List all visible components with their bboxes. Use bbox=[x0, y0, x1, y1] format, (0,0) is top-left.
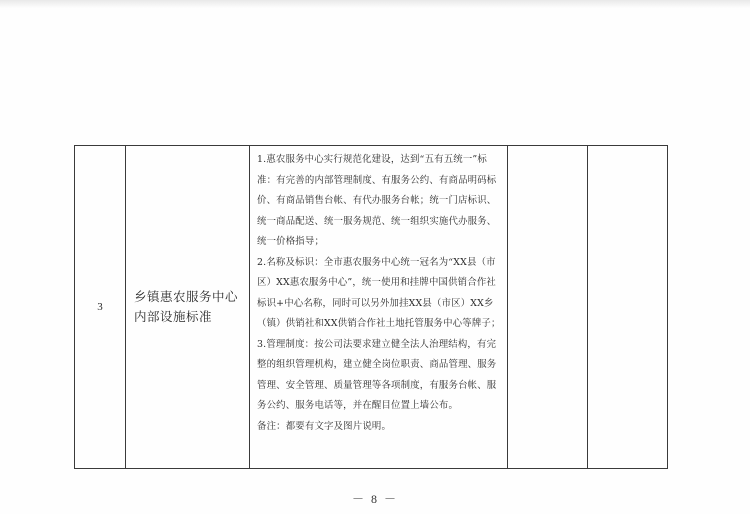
item-name: 乡镇惠农服务中心内部设施标准 bbox=[134, 289, 239, 324]
empty-cell-4 bbox=[508, 146, 588, 469]
row-number: 3 bbox=[97, 301, 103, 313]
content-note: 备注：都要有文字及图片说明。 bbox=[257, 420, 392, 432]
standards-table bbox=[74, 145, 668, 469]
content-paragraph-1: 1.惠农服务中心实行规范化建设，达到“五有五统一”标准：有完善的内部管理制度、有服务公约、有商品明码标价、有商品销售台帐、有代办服务台帐；统一门店标识、统一商品配送、统一服务规范、统一组织实施代办服务、统一价格指导； bbox=[257, 154, 497, 247]
table-row bbox=[75, 146, 668, 469]
content-paragraph-3: 3.管理制度：按公司法要求建立健全法人治理结构，有完整的组织管理机构，建立健全岗位职责、商品管理、服务管理、安全管理、质量管理等各项制度，有服务台帐、服务公约、服务电话等，并在醒目位置上墙公布。 bbox=[257, 338, 497, 411]
content-paragraph-2: 2.名称及标识：全市惠农服务中心统一冠名为“XX县（市区）XX惠农服务中心”，统一使用和挂牌中国供销合作社标识+中心名称，同时可以另外加挂XX县（市区）XX乡（镇）供销社和XX供销合作社土地托管服务中心等牌子； bbox=[257, 256, 501, 329]
item-name-cell bbox=[126, 146, 250, 469]
standard-content-cell bbox=[250, 146, 508, 469]
empty-cell-5 bbox=[588, 146, 668, 469]
scan-shadow bbox=[0, 0, 750, 8]
row-number-cell bbox=[75, 146, 126, 469]
page-number: － 8 － bbox=[351, 492, 398, 506]
